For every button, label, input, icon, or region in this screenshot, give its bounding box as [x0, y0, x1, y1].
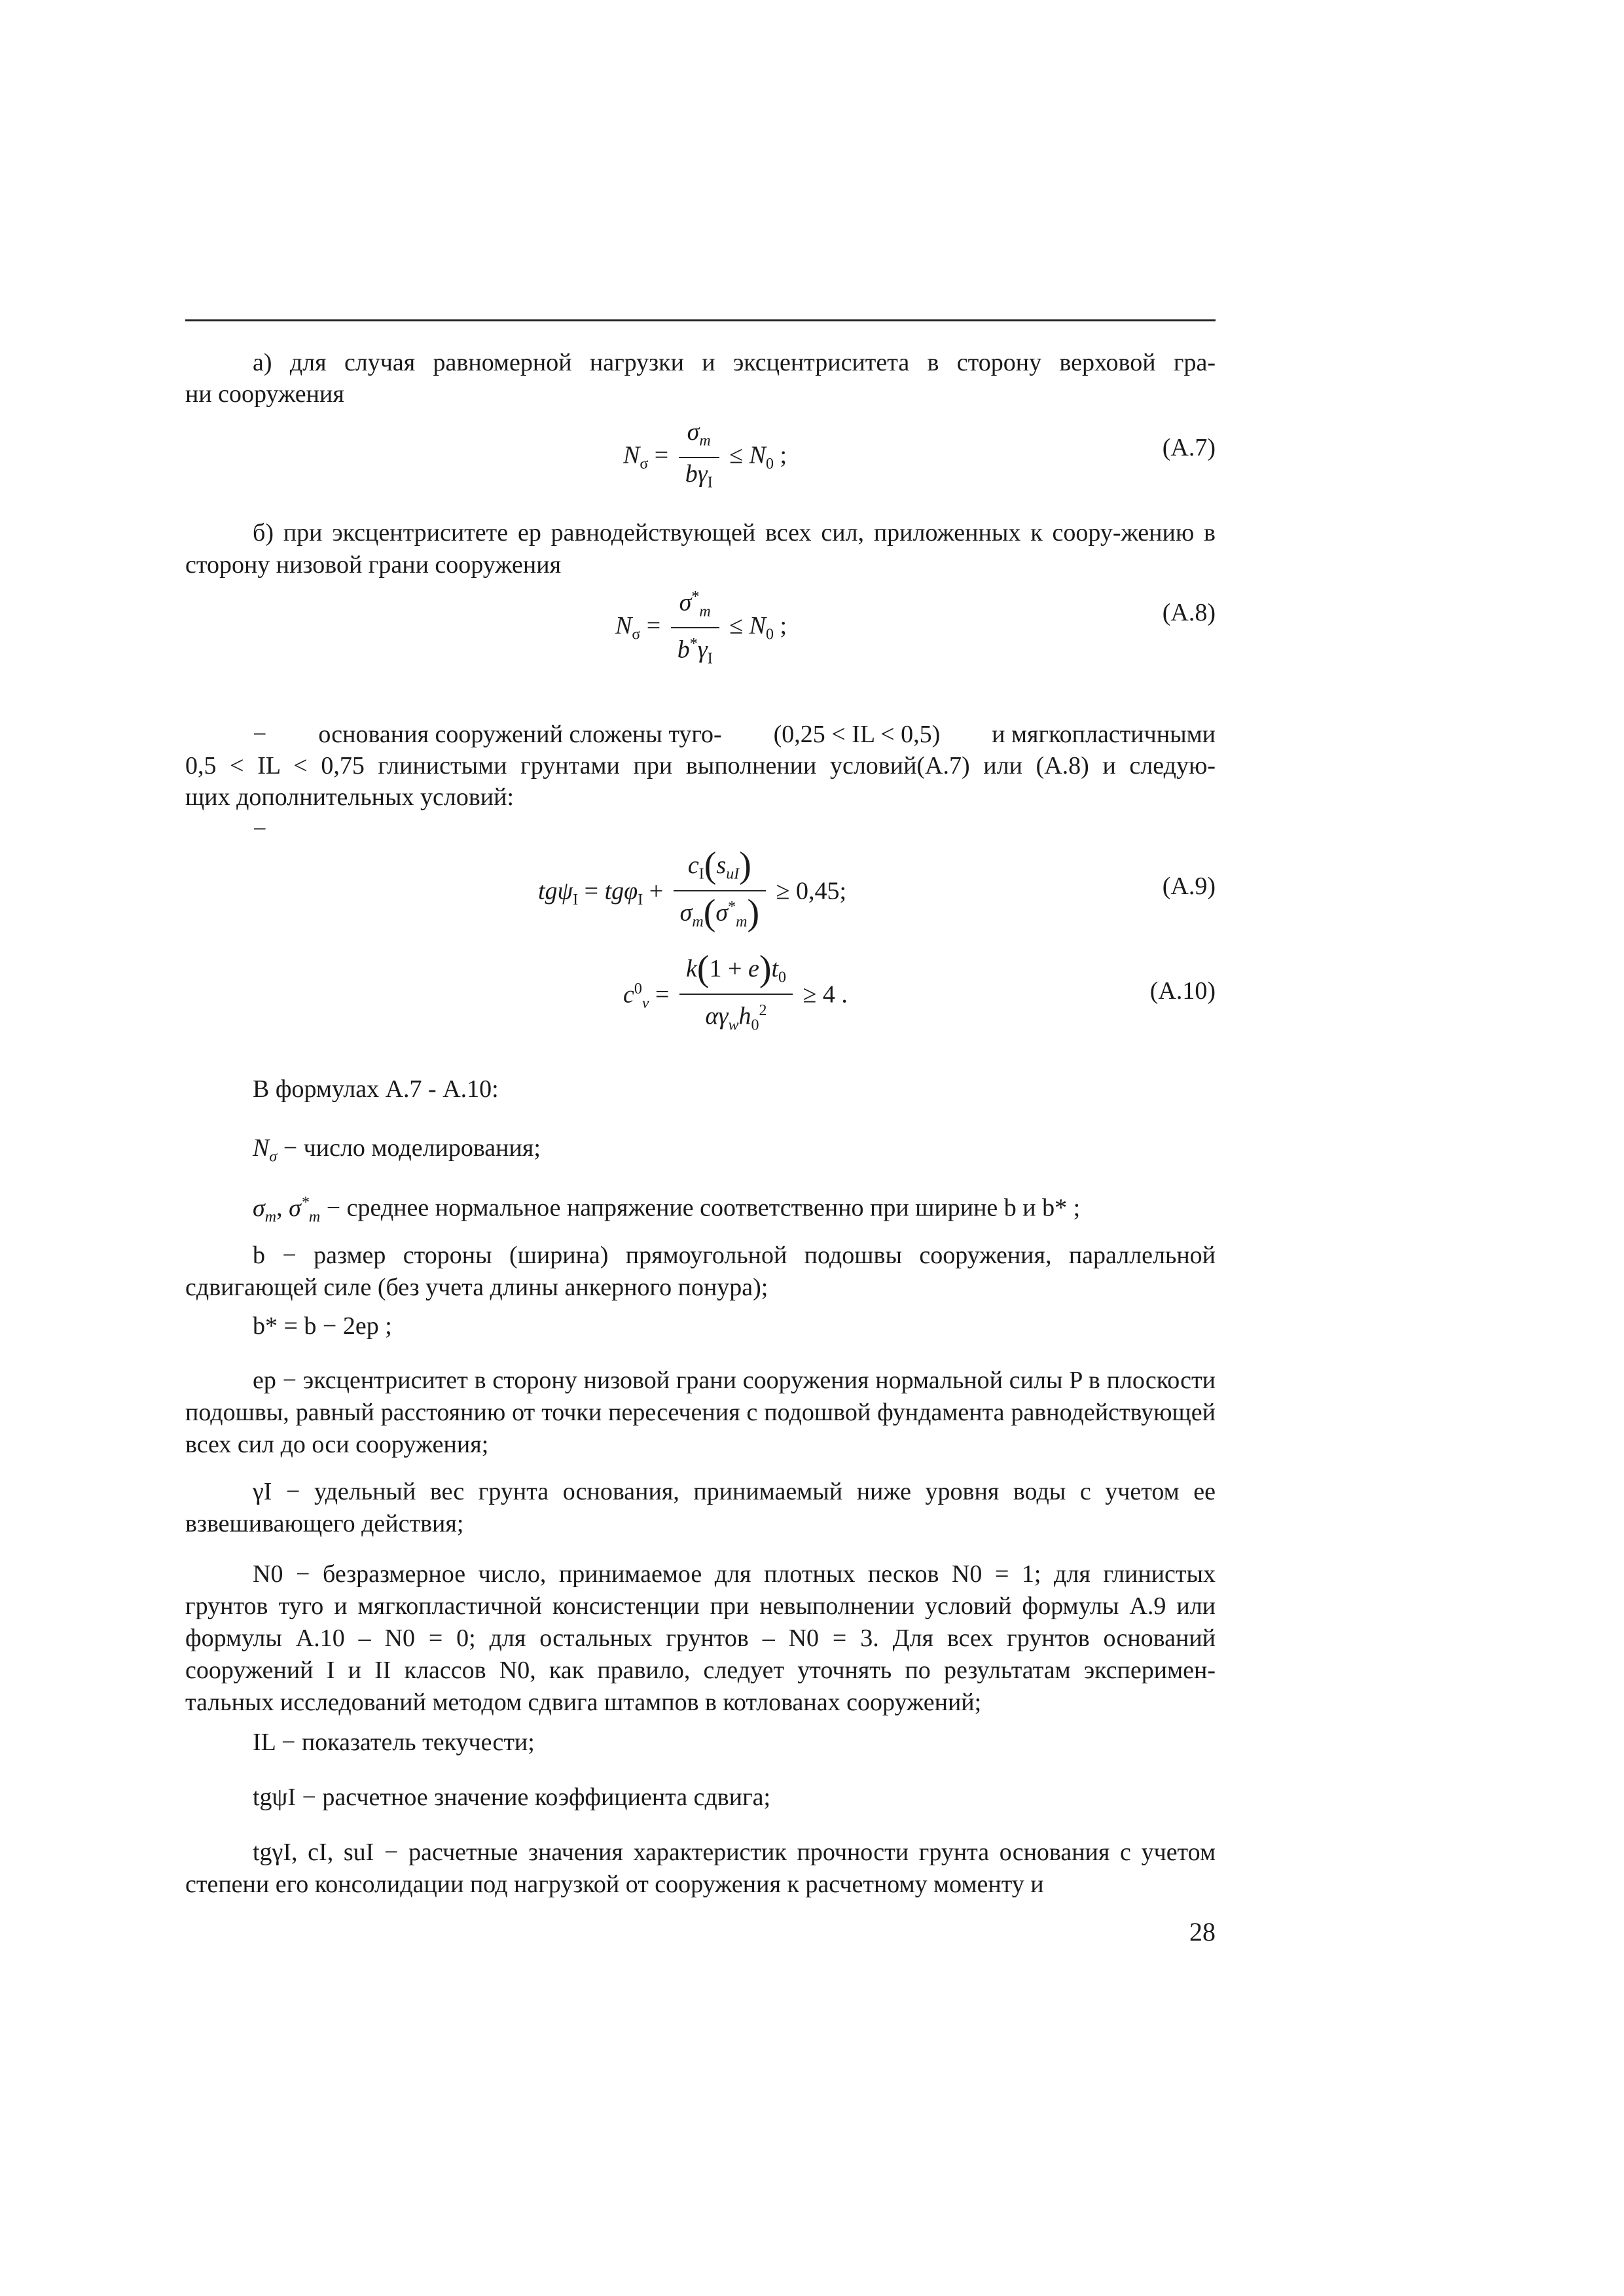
definition-b-star: b* = b − 2ep ;	[253, 1312, 392, 1340]
header-rule	[185, 319, 1216, 321]
bullet-1-line1	[253, 719, 1216, 751]
page-number: 28	[1189, 1917, 1216, 1946]
bullet-1-line2: 0,5 < IL < 0,75 глинистыми грунтами при выполнении условий(А.7) или (А.8) и следую-	[185, 752, 1216, 780]
bullet-1-line3: щих дополнительных условий:	[185, 783, 514, 811]
definition-sigma: $\sigma_m$, $\sigma^*_m$ − среднее нормальное напряжение соответственно при ширине b и b* ;	[253, 1194, 1081, 1226]
paragraph-a-line1: а) для случая равномерной нагрузки и эксцентриситета в сторону верховой гра-	[253, 349, 1216, 376]
bullet-dash: −	[253, 721, 267, 748]
definition-b: b − размер стороны (ширина) прямоугольной подошвы сооружения, параллельной сдвигающей силе (без учета длины анкерного понура);	[185, 1242, 1216, 1301]
definition-il: IL − показатель текучести;	[253, 1729, 535, 1756]
equation-a9: tgψ$_I$ = tgφ$_I$ + $\frac{c_I(s_{uI})}{\sigma_m(\sigma^*_m)}$ ≥ 0,45;	[538, 845, 847, 933]
definition-tgpsi: tgψI − расчетное значение коэффициента сдвига;	[253, 1784, 771, 1811]
equation-a7: $N_\sigma$ = $\frac{\sigma_m}{b\gamma_I}$ ≤ $N_0$ ;	[623, 418, 787, 492]
equation-a9-rhs: ≥ 0,45;	[776, 877, 847, 905]
definition-n-sigma: $N_\sigma$ − число моделирования;	[253, 1134, 541, 1166]
bullet-1-tail: и мягкопластичными	[992, 721, 1216, 748]
bullet-1-range: (0,25 < IL < 0,5)	[773, 721, 941, 748]
definition-tg-gamma: tgγI, cI, suI − расчетные значения характеристик прочности грунта основания с учетом степени его консолидации под нагрузкой от сооружения к расчетному моменту и	[185, 1839, 1216, 1898]
bullet-2-dash: −	[253, 816, 267, 843]
equation-a10: $c^0_v$ = $\frac{k(1 + e)t_0}{\alpha\gamma_wh_0^2}$ ≥ 4 .	[623, 948, 848, 1033]
equation-a8-number: (А.8)	[1162, 599, 1216, 626]
paragraph-b: б) при эксцентриситете eр равнодействующей всех сил, приложенных к соору-жению в сторону низовой грани сооружения	[185, 519, 1216, 579]
equation-a10-rhs: ≥ 4 .	[803, 980, 848, 1009]
equation-a7-number: (А.7)	[1162, 434, 1216, 461]
equation-a8: $N_\sigma$ = $\frac{\sigma^*_m}{b^*\gamma_I}$ ≤ $N_0$ ;	[615, 584, 787, 672]
paragraph-a-line2: ни сооружения	[185, 380, 344, 408]
bullet-1-text: основания сооружений сложены туго-	[318, 721, 722, 748]
definition-n0: N0 − безразмерное число, принимаемое для плотных песков N0 = 1; для глинистых грунтов туго и мягкопластичной консистенции при невыполнении условий формулы А.9 или формулы А.10 – N0 = 0; для остальных грунтов – N0 = 3. Для всех грунтов оснований сооружений I и II классов N0, как правило, следует уточнять по результатам эксперимен-тальных исследований методом сдвига штампов в котлованах сооружений;	[185, 1560, 1216, 1716]
equation-a9-number: (А.9)	[1162, 872, 1216, 900]
definition-ep: ep − эксцентриситет в сторону низовой грани сооружения нормальной силы P в плоскости подошвы, равный расстоянию от точки пересечения с подошвой фундамента равнодействующей всех сил до оси сооружения;	[185, 1367, 1216, 1458]
definition-gamma: γI − удельный вес грунта основания, принимаемый ниже уровня воды с учетом ее взвешивающего действия;	[185, 1478, 1216, 1537]
equation-a10-number: (А.10)	[1149, 977, 1216, 1005]
formulas-intro: В формулах А.7 - А.10:	[253, 1075, 499, 1103]
